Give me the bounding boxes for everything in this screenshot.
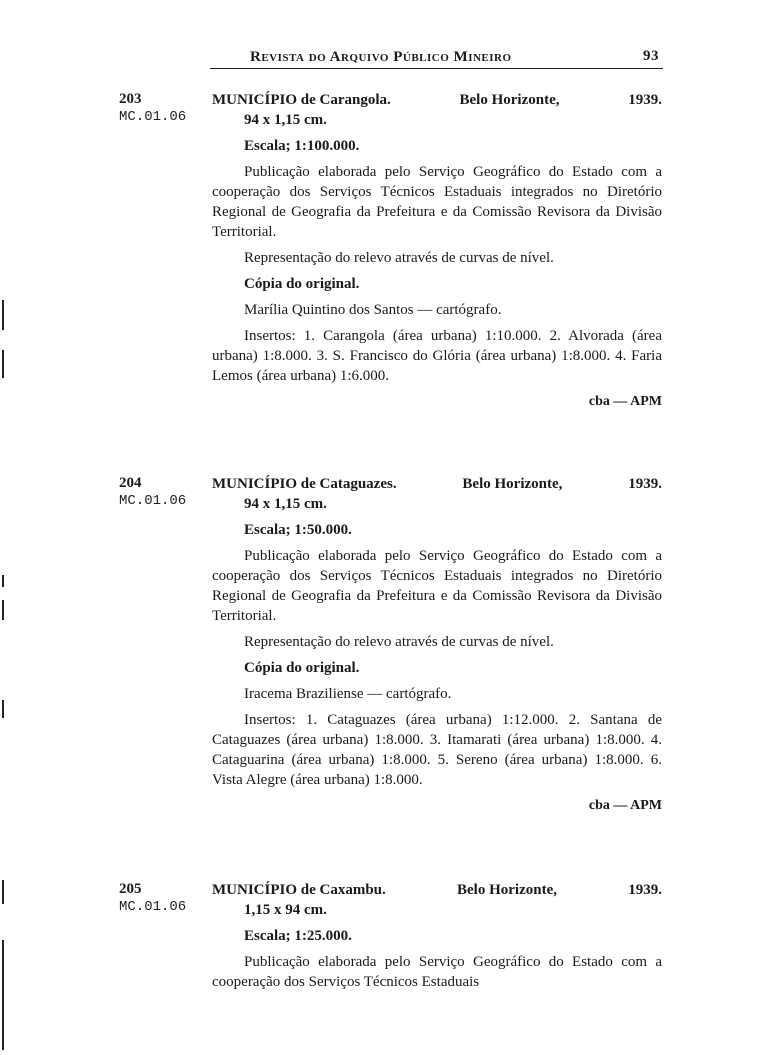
entry-signature: cba — APM (588, 394, 662, 409)
entry-insets: Insertos: 1. Carangola (área urbana) 1:10.000. 2. Alvorada (área urbana) 1:8.000. 3. S. Francisco do Glória (área urbana) 1:8.000. 4. Faria Lemos (área urbana) 1:6.000. (212, 328, 662, 384)
entry-publication: Publicação elaborada pelo Serviço Geográfico do Estado com a cooperação dos Serviços Técnicos Estaduais integrados no Diretório Regional de Geografia da Prefeitura e da Comissão Revisora da Divisão Territorial. (212, 548, 662, 624)
entry-dimensions: 1,15 x 94 cm. (244, 902, 327, 918)
entry-place: Belo Horizonte, (457, 882, 557, 898)
entry-dimensions: 94 x 1,15 cm. (244, 496, 327, 512)
entry-publication: Publicação elaborada pelo Serviço Geográfico do Estado com a cooperação dos Serviços Técnicos Estaduais (212, 954, 662, 990)
entry-cartographer: Marília Quintino dos Santos — cartógrafo. (244, 302, 502, 318)
entry-body (212, 474, 662, 816)
page-header (210, 46, 663, 69)
entry-number: 204 (119, 475, 142, 491)
entry-place: Belo Horizonte, (459, 92, 560, 108)
entry-number: 205 (119, 881, 142, 897)
entry-relief: Representação do relevo através de curvas de nível. (244, 634, 554, 650)
entry-body (212, 90, 662, 412)
entry-title-line (212, 90, 662, 110)
entry-number: 203 (119, 91, 142, 107)
entry-year: 1939. (628, 882, 662, 898)
entry-publication: Publicação elaborada pelo Serviço Geográfico do Estado com a cooperação dos Serviços Técnicos Estaduais integrados no Diretório Regional de Geografia da Prefeitura e da Comissão Revisora da Divisão Territorial. (212, 164, 662, 240)
entry-code: MC.01.06 (119, 899, 187, 915)
entry-scale: Escala; 1:100.000. (244, 138, 360, 154)
entry-year: 1939. (628, 92, 662, 108)
entry-scale: Escala; 1:25.000. (244, 928, 352, 944)
entry-code: MC.01.06 (119, 493, 187, 509)
entry-copy: Cópia do original. (244, 276, 360, 292)
page-number: 93 (643, 48, 659, 64)
entry-relief: Representação do relevo através de curvas de nível. (244, 250, 554, 266)
entry-municipio: MUNICÍPIO de Cataguazes. (212, 476, 397, 492)
entry-copy: Cópia do original. (244, 660, 360, 676)
entry-cartographer: Iracema Braziliense — cartógrafo. (244, 686, 452, 702)
entry-municipio: MUNICÍPIO de Caxambu. (212, 882, 386, 898)
entry-scale: Escala; 1:50.000. (244, 522, 352, 538)
journal-title: Revista do Arquivo Público Mineiro (250, 49, 512, 65)
entry-place: Belo Horizonte, (462, 476, 563, 492)
entry-year: 1939. (628, 476, 662, 492)
entry-municipio: MUNICÍPIO de Carangola. (212, 92, 391, 108)
entry-title-line (212, 474, 662, 494)
entry-insets: Insertos: 1. Cataguazes (área urbana) 1:12.000. 2. Santana de Cataguazes (área urbana) 1:8.000. 3. Itamarati (área urbana) 1:8.000. 4. Cataguarina (área urbana) 1:8.000. 5. Sereno (área urbana) 1:8.000. 6. Vista Alegre (área urbana) 1:8.000. (212, 712, 662, 788)
entry-body (212, 880, 662, 998)
entry-dimensions: 94 x 1,15 cm. (244, 112, 327, 128)
entry-code: MC.01.06 (119, 109, 187, 125)
entry-signature: cba — APM (588, 798, 662, 813)
entry-title-line (212, 880, 662, 900)
